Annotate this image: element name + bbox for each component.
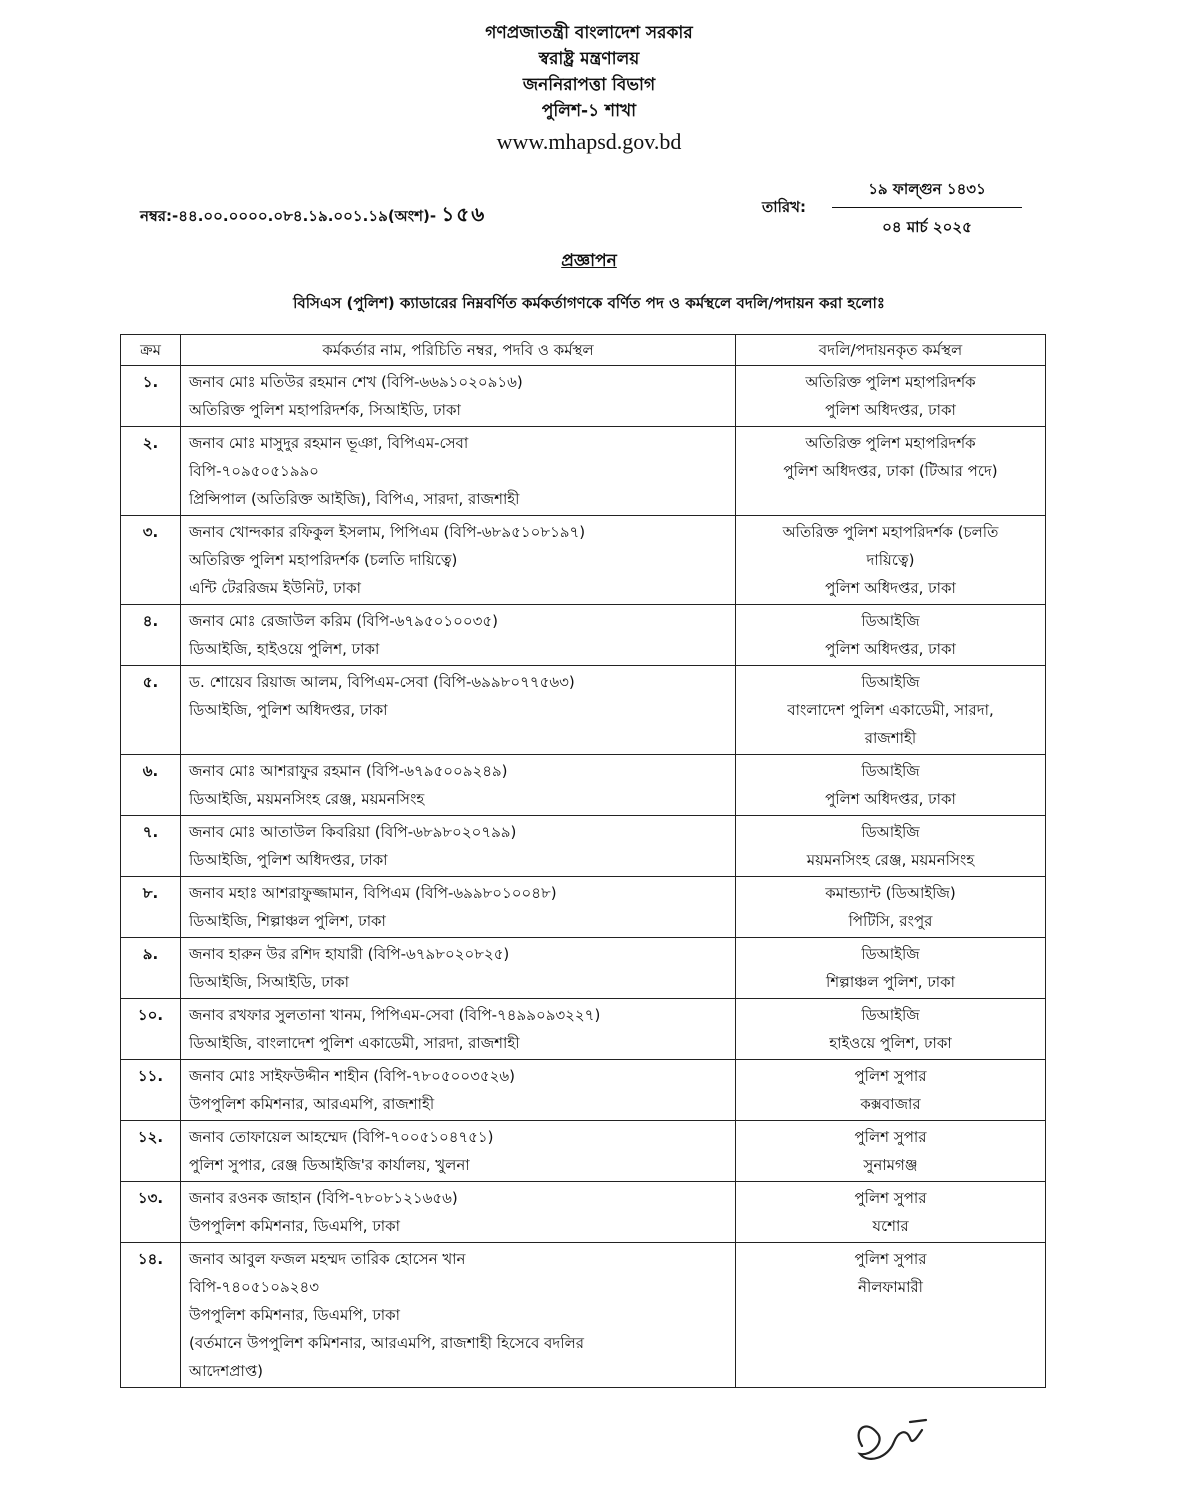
posting-line: দায়িত্বে)	[866, 551, 915, 569]
table-row	[121, 1060, 1046, 1121]
memo-number-prefix: নম্বর:-৪৪.০০.০০০০.০৮৪.১৯.০০১.১৯(অংশ)-	[140, 207, 437, 225]
header-serial: ক্রম	[121, 335, 181, 366]
officer-line: (বর্তমানে উপপুলিশ কমিশনার, আরএমপি, রাজশাহী হিসেবে বদলির	[189, 1334, 585, 1352]
posting-line: পুলিশ অধিদপ্তর, ঢাকা	[825, 401, 956, 419]
row-serial: ২.	[121, 427, 181, 516]
officer-line: জনাব তোফায়েল আহম্মেদ (বিপি-৭০০৫১০৪৭৫১)	[189, 1128, 494, 1146]
posting-line: নীলফামারী	[858, 1278, 923, 1296]
ministry-name: স্বরাষ্ট্র মন্ত্রণালয়	[538, 49, 640, 69]
notice-title-wrap	[0, 248, 1178, 276]
posting-line: অতিরিক্ত পুলিশ মহাপরিদর্শক	[805, 434, 976, 452]
website-url[interactable]: www.mhapsd.gov.bd	[496, 129, 682, 154]
officer-line: আদেশপ্রাপ্ত)	[189, 1362, 264, 1380]
division-name: জননিরাপত্তা বিভাগ	[522, 75, 656, 95]
officer-line: জনাব রওনক জাহান (বিপি-৭৮০৮১২১৬৫৬)	[189, 1189, 458, 1207]
posting-line: হাইওয়ে পুলিশ, ঢাকা	[829, 1034, 952, 1052]
row-new-posting	[736, 666, 1046, 755]
row-officer-details	[181, 877, 736, 938]
officer-line: ডিআইজি, পুলিশ অধিদপ্তর, ঢাকা	[189, 701, 388, 719]
row-serial: ১২.	[121, 1121, 181, 1182]
table-body	[121, 366, 1046, 1388]
date-bangla: ১৯ ফাল্গুন ১৪৩১	[832, 178, 1022, 208]
header-posting: বদলি/পদায়নকৃত কর্মস্থল	[736, 335, 1046, 366]
transfer-table	[120, 334, 1046, 1388]
posting-line: অতিরিক্ত পুলিশ মহাপরিদর্শক	[805, 373, 976, 391]
posting-line: ডিআইজি	[861, 612, 920, 630]
table-row	[121, 1243, 1046, 1388]
officer-line: জনাব মোঃ রেজাউল করিম (বিপি-৬৭৯৫০১০০৩৫)	[189, 612, 498, 630]
officer-line: বিপি-৭৪০৫১০৯২৪৩	[189, 1278, 319, 1296]
posting-line: পুলিশ অধিদপ্তর, ঢাকা	[825, 790, 956, 808]
posting-line: পুলিশ সুপার	[854, 1189, 927, 1207]
table-row	[121, 427, 1046, 516]
row-serial: ১৩.	[121, 1182, 181, 1243]
row-new-posting	[736, 605, 1046, 666]
row-officer-details	[181, 427, 736, 516]
posting-line: কমান্ড্যান্ট (ডিআইজি)	[825, 884, 956, 902]
row-serial: ৮.	[121, 877, 181, 938]
posting-line: শিল্পাঞ্চল পুলিশ, ঢাকা	[825, 973, 956, 991]
posting-line: অতিরিক্ত পুলিশ মহাপরিদর্শক (চলতি	[782, 523, 999, 541]
officer-line: পুলিশ সুপার, রেঞ্জ ডিআইজি'র কার্যালয়, খুলনা	[189, 1156, 470, 1174]
row-officer-details	[181, 605, 736, 666]
row-new-posting	[736, 1182, 1046, 1243]
table-row	[121, 666, 1046, 755]
notice-intro: বিসিএস (পুলিশ) ক্যাডারের নিম্নবর্ণিত কর্মকর্তাগণকে বর্ণিত পদ ও কর্মস্থলে বদলি/পদায়ন করা হলোঃ	[293, 294, 885, 312]
notice-title: প্রজ্ঞাপন	[561, 251, 617, 271]
officer-line: ডিআইজি, বাংলাদেশ পুলিশ একাডেমী, সারদা, রাজশাহী	[189, 1034, 520, 1052]
row-officer-details	[181, 1060, 736, 1121]
officer-line: ড. শোয়েব রিয়াজ আলম, বিপিএম-সেবা (বিপি-৬৯৯৮০৭৭৫৬৩)	[189, 673, 575, 691]
officer-line: জনাব মোঃ আতাউল কিবরিয়া (বিপি-৬৮৯৮০২০৭৯৯)	[189, 823, 517, 841]
row-serial: ৭.	[121, 816, 181, 877]
officer-line: ডিআইজি, পুলিশ অধিদপ্তর, ঢাকা	[189, 851, 388, 869]
row-serial: ৪.	[121, 605, 181, 666]
row-serial: ৩.	[121, 516, 181, 605]
posting-line: বাংলাদেশ পুলিশ একাডেমী, সারদা,	[787, 701, 994, 719]
row-serial: ৯.	[121, 938, 181, 999]
officer-line: জনাব মহাঃ আশরাফুজ্জামান, বিপিএম (বিপি-৬৯৯৮০১০০৪৮)	[189, 884, 557, 902]
row-officer-details	[181, 1182, 736, 1243]
officer-line: ডিআইজি, শিল্পাঞ্চল পুলিশ, ঢাকা	[189, 912, 386, 930]
row-officer-details	[181, 516, 736, 605]
row-new-posting	[736, 816, 1046, 877]
officer-line: জনাব খোন্দকার রফিকুল ইসলাম, পিপিএম (বিপি-৬৮৯৫১০৮১৯৭)	[189, 523, 586, 541]
posting-line: পিটিসি, রংপুর	[848, 912, 933, 930]
row-new-posting	[736, 877, 1046, 938]
government-name: গণপ্রজাতন্ত্রী বাংলাদেশ সরকার	[485, 23, 693, 43]
row-officer-details	[181, 816, 736, 877]
row-new-posting	[736, 1060, 1046, 1121]
row-officer-details	[181, 755, 736, 816]
row-serial: ১১.	[121, 1060, 181, 1121]
memo-number	[140, 200, 486, 233]
signature	[848, 1408, 938, 1468]
posting-line: পুলিশ সুপার	[854, 1128, 927, 1146]
row-serial: ১৪.	[121, 1243, 181, 1388]
officer-line: ডিআইজি, সিআইডি, ঢাকা	[189, 973, 349, 991]
posting-line: পুলিশ সুপার	[854, 1250, 927, 1268]
officer-line: জনাব মোঃ মাসুদুর রহমান ভূঞা, বিপিএম-সেবা	[189, 434, 469, 452]
posting-line: পুলিশ অধিদপ্তর, ঢাকা	[825, 640, 956, 658]
row-officer-details	[181, 666, 736, 755]
date-gregorian: ০৪ মার্চ ২০২৫	[882, 218, 972, 236]
row-officer-details	[181, 999, 736, 1060]
row-new-posting	[736, 427, 1046, 516]
row-officer-details	[181, 938, 736, 999]
officer-line: ডিআইজি, হাইওয়ে পুলিশ, ঢাকা	[189, 640, 380, 658]
posting-line: সুনামগঞ্জ	[863, 1156, 918, 1174]
table-row	[121, 755, 1046, 816]
table-row	[121, 1182, 1046, 1243]
table-row	[121, 938, 1046, 999]
section-name: পুলিশ-১ শাখা	[541, 101, 637, 121]
officer-line: প্রিন্সিপাল (অতিরিক্ত আইজি), বিপিএ, সারদা, রাজশাহী	[189, 490, 520, 508]
officer-line: উপপুলিশ কমিশনার, আরএমপি, রাজশাহী	[189, 1095, 435, 1113]
officer-line: জনাব মোঃ মতিউর রহমান শেখ (বিপি-৬৬৯১০২০৯১৬)	[189, 373, 523, 391]
table-row	[121, 1121, 1046, 1182]
row-new-posting	[736, 516, 1046, 605]
date-label: তারিখ:	[762, 198, 806, 216]
row-serial: ৬.	[121, 755, 181, 816]
row-new-posting	[736, 1243, 1046, 1388]
officer-line: বিপি-৭০৯৫০৫১৯৯০	[189, 462, 319, 480]
officer-line: জনাব মোঃ সাইফউদ্দীন শাহীন (বিপি-৭৮০৫০০৩৫২৬)	[189, 1067, 516, 1085]
row-officer-details	[181, 366, 736, 427]
officer-line: উপপুলিশ কমিশনার, ডিএমপি, ঢাকা	[189, 1306, 400, 1324]
posting-line: যশোর	[872, 1217, 909, 1235]
letterhead	[0, 20, 1178, 156]
row-serial: ১০.	[121, 999, 181, 1060]
posting-line: ময়মনসিংহ রেঞ্জ, ময়মনসিংহ	[806, 851, 975, 869]
memo-number-suffix: ১৫৬	[441, 202, 487, 226]
posting-line: ডিআইজি	[861, 945, 920, 963]
row-officer-details	[181, 1121, 736, 1182]
table-row	[121, 816, 1046, 877]
officer-line: এন্টি টেররিজম ইউনিট, ঢাকা	[189, 579, 361, 597]
table-row	[121, 516, 1046, 605]
date-block	[832, 178, 1022, 241]
posting-line: পুলিশ সুপার	[854, 1067, 927, 1085]
row-new-posting	[736, 755, 1046, 816]
posting-line: ডিআইজি	[861, 762, 920, 780]
posting-line: পুলিশ অধিদপ্তর, ঢাকা	[825, 579, 956, 597]
officer-line: জনাব মোঃ আশরাফুর রহমান (বিপি-৬৭৯৫০০৯২৪৯)	[189, 762, 508, 780]
officer-line: জনাব হারুন উর রশিদ হাযারী (বিপি-৬৭৯৮০২০৮২৫)	[189, 945, 510, 963]
table-row	[121, 605, 1046, 666]
posting-line: রাজশাহী	[864, 729, 917, 747]
row-new-posting	[736, 1121, 1046, 1182]
table-row	[121, 999, 1046, 1060]
row-serial: ৫.	[121, 666, 181, 755]
officer-line: অতিরিক্ত পুলিশ মহাপরিদর্শক (চলতি দায়িত্বে)	[189, 551, 458, 569]
row-serial: ১.	[121, 366, 181, 427]
header-officer: কর্মকর্তার নাম, পরিচিতি নম্বর, পদবি ও কর্মস্থল	[181, 335, 736, 366]
officer-line: অতিরিক্ত পুলিশ মহাপরিদর্শক, সিআইডি, ঢাকা	[189, 401, 461, 419]
officer-line: উপপুলিশ কমিশনার, ডিএমপি, ঢাকা	[189, 1217, 400, 1235]
posting-line: ডিআইজি	[861, 1006, 920, 1024]
row-new-posting	[736, 999, 1046, 1060]
table-row	[121, 877, 1046, 938]
row-officer-details	[181, 1243, 736, 1388]
posting-line: পুলিশ অধিদপ্তর, ঢাকা (টিআর পদে)	[783, 462, 998, 480]
officer-line: জনাব রখফার সুলতানা খানম, পিপিএম-সেবা (বিপি-৭৪৯৯০৯৩২২৭)	[189, 1006, 601, 1024]
officer-line: ডিআইজি, ময়মনসিংহ রেঞ্জ, ময়মনসিংহ	[189, 790, 425, 808]
row-new-posting	[736, 938, 1046, 999]
posting-line: ডিআইজি	[861, 823, 920, 841]
row-new-posting	[736, 366, 1046, 427]
posting-line: কক্সবাজার	[860, 1095, 921, 1113]
posting-line: ডিআইজি	[861, 673, 920, 691]
table-row	[121, 366, 1046, 427]
table-header-row	[121, 335, 1046, 366]
officer-line: জনাব আবুল ফজল মহম্মদ তারিক হোসেন খান	[189, 1250, 466, 1268]
